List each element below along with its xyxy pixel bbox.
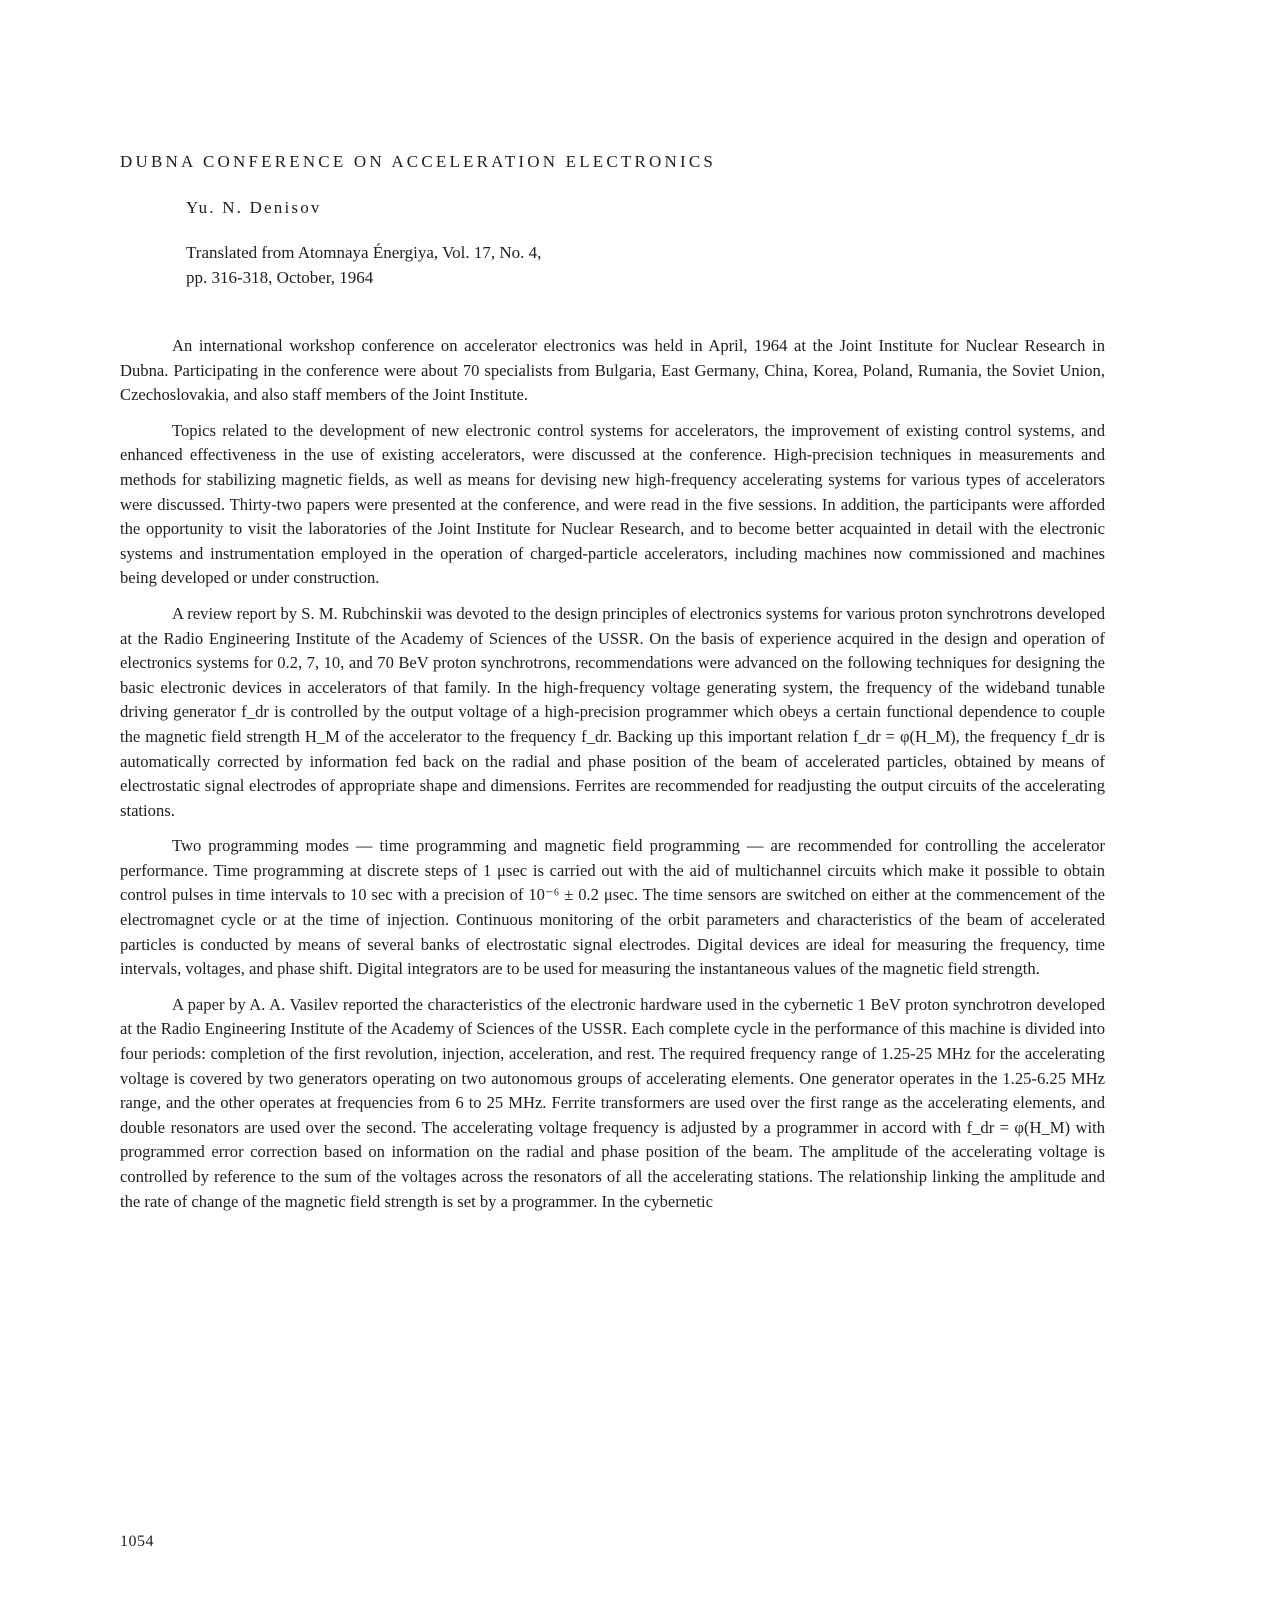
page-number: 1054 <box>120 1533 154 1550</box>
source-line-1: Translated from Atomnaya Énergiya, Vol. 17, No. 4, <box>186 243 542 262</box>
translation-source <box>186 240 886 290</box>
author-name: Yu. N. Denisov <box>186 198 322 217</box>
paragraph-3: A review report by S. M. Rubchinskii was devoted to the design principles of electronics systems for various proton synchrotrons developed at the Radio Engineering Institute of the Academy of Sciences of the USSR. On the basis of experience acquired in the design and operation of electronics systems for 0.2, 7, 10, and 70 BeV proton synchrotrons, recommendations were advanced on the following techniques for designing the basic electronic devices in accelerators of that family. In the high-frequency voltage generating system, the frequency of the wideband tunable driving generator f_dr is controlled by the output voltage of a high-precision programmer which obeys a certain functional dependence to couple the magnetic field strength H_M of the accelerator to the frequency f_dr. Backing up this important relation f_dr = φ(H_M), the frequency f_dr is automatically corrected by information fed back on the radial and phase position of the beam of accelerated particles, obtained by means of electrostatic signal electrodes of appropriate shape and dimensions. Ferrites are recommended for readjusting the output circuits of the accelerating stations. <box>120 603 1105 820</box>
paragraph-2: Topics related to the development of new electronic control systems for accelerators, the improvement of existing control systems, and enhanced effectiveness in the use of existing accelerators, were discussed at the conference. High-precision techniques in measurements and methods for stabilizing magnetic fields, as well as means for devising new high-frequency accelerating systems for various types of accelerators were discussed. Thirty-two papers were presented at the conference, and were read in the five sessions. In addition, the participants were afforded the opportunity to visit the laboratories of the Joint Institute for Nuclear Research, and to become better acquainted in detail with the electronic systems and instrumentation employed in the operation of charged-particle accelerators, including machines now commissioned and machines being developed or under construction. <box>120 420 1105 588</box>
article-title: DUBNA CONFERENCE ON ACCELERATION ELECTRONICS <box>120 152 717 171</box>
paragraph-4: Two programming modes — time programming and magnetic field programming — are recommended for controlling the accelerator performance. Time programming at discrete steps of 1 μsec is carried out with the aid of multichannel circuits which make it possible to obtain control pulses in time intervals to 10 sec with a precision of 10⁻⁶ ± 0.2 μsec. The time sensors are switched on either at the commencement of the electromagnet cycle or at the time of injection. Continuous monitoring of the orbit parameters and characteristics of the beam of accelerated particles is conducted by means of several banks of electrostatic signal electrodes. Digital devices are ideal for measuring the frequency, time intervals, voltages, and phase shift. Digital integrators are to be used for measuring the instantaneous values of the magnetic field strength. <box>120 836 1105 979</box>
source-line-2: pp. 316-318, October, 1964 <box>186 268 374 287</box>
article-body <box>120 334 1105 1225</box>
paragraph-5: A paper by A. A. Vasilev reported the characteristics of the electronic hardware used in the cybernetic 1 BeV proton synchrotron developed at the Radio Engineering Institute of the Academy of Sciences of the USSR. Each complete cycle in the performance of this machine is divided into four periods: completion of the first revolution, injection, acceleration, and rest. The required frequency range of 1.25-25 MHz for the accelerating voltage is covered by two generators operating on two autonomous groups of accelerating elements. One generator operates in the 1.25-6.25 MHz range, and the other operates at frequencies from 6 to 25 MHz. Ferrite transformers are used over the first range as the accelerating elements, and double resonators are used over the second. The accelerating voltage frequency is adjusted by a programmer in accord with f_dr = φ(H_M) with programmed error correction based on information on the radial and phase position of the beam. The amplitude of the accelerating voltage is controlled by reference to the sum of the voltages across the resonators of all the accelerating stations. The relationship linking the amplitude and the rate of change of the magnetic field strength is set by a programmer. In the cybernetic <box>120 994 1105 1211</box>
paragraph-1: An international workshop conference on accelerator electronics was held in April, 1964 at the Joint Institute for Nuclear Research in Dubna. Participating in the conference were about 70 specialists from Bulgaria, East Germany, China, Korea, Poland, Rumania, the Soviet Union, Czechoslovakia, and also staff members of the Joint Institute. <box>120 336 1105 405</box>
